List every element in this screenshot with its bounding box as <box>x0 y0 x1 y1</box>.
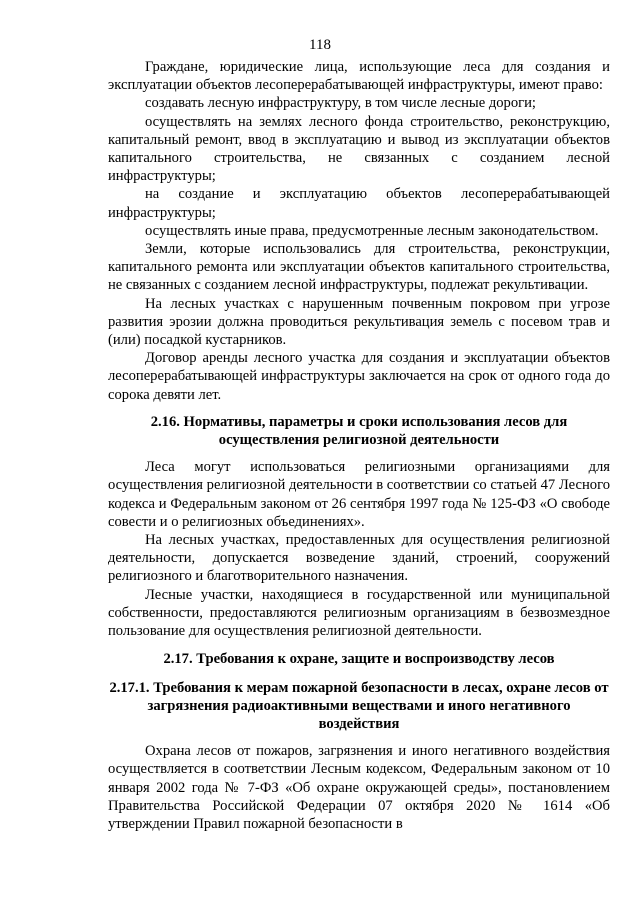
paragraph: Лесные участки, находящиеся в государственной или муниципальной собственности, предоставляются религиозным организациям в безвозмездное пользование для осуществления религиозной деятельности. <box>108 586 610 640</box>
paragraph: Договор аренды лесного участка для создания и эксплуатации объектов лесоперерабатывающей инфраструктуры заключается на срок от одного года до сорока девяти лет. <box>108 350 610 403</box>
paragraph: Леса могут использоваться религиозными организациями для осуществления религиозной деятельности в соответствии со статьей 47 Лесного кодекса и Федеральным законом от 26 сентября 1997 года № 125-ФЗ «О свободе совести и о религиозных объединениях». <box>108 459 610 530</box>
page-content <box>108 58 610 833</box>
paragraph: Охрана лесов от пожаров, загрязнения и иного негативного воздействия осуществляется в соответствии Лесным кодексом, Федеральным законом от 10 января 2002 года № 7-ФЗ «Об охране окружающей среды», постановлением Правительства Российской Федерации 07 октября 2020 № 1614 «Об утверждении Правил пожарной безопасности в <box>108 743 610 832</box>
page-number: 118 <box>309 37 331 53</box>
paragraph: осуществлять иные права, предусмотренные лесным законодательством. <box>145 222 599 239</box>
paragraph: На лесных участках с нарушенным почвенным покровом при угрозе развития эрозии должна проводиться рекультивация земель с посевом трав и (или) посадкой кустарников. <box>108 295 610 349</box>
paragraph: Земли, которые использовались для строительства, реконструкции, капитального ремонта или эксплуатации объектов капитального строительства, не связанных с созданием лесной инфраструктуры, подлежат рекультивации. <box>108 241 610 294</box>
paragraph: Граждане, юридические лица, использующие леса для создания и эксплуатации объектов лесоперерабатывающей инфраструктуры, имеют право: <box>108 59 610 94</box>
paragraph: создавать лесную инфраструктуру, в том числе лесные дороги; <box>145 95 536 112</box>
subsection-heading-2-17-1: 2.17.1. Требования к мерам пожарной безопасности в лесах, охране лесов от загрязнения радиоактивными веществами и иного негативного воздействия <box>109 679 609 732</box>
section-heading-2-17: 2.17. Требования к охране, защите и воспроизводству лесов <box>163 651 555 668</box>
paragraph: На лесных участках, предоставленных для осуществления религиозной деятельности, допускается возведение зданий, строений, сооружений религиозного и благотворительного назначения. <box>108 532 610 585</box>
paragraph: на создание и эксплуатацию объектов лесоперерабатывающей инфраструктуры; <box>108 186 610 221</box>
section-heading-2-16: 2.16. Нормативы, параметры и сроки использования лесов для осуществления религиозной деятельности <box>150 413 568 449</box>
paragraph: осуществлять на землях лесного фонда строительство, реконструкцию, капитальный ремонт, ввод в эксплуатацию и вывод из эксплуатации объектов капитального строительства, не связанных с созданием лесной инфраструктуры; <box>108 113 610 185</box>
